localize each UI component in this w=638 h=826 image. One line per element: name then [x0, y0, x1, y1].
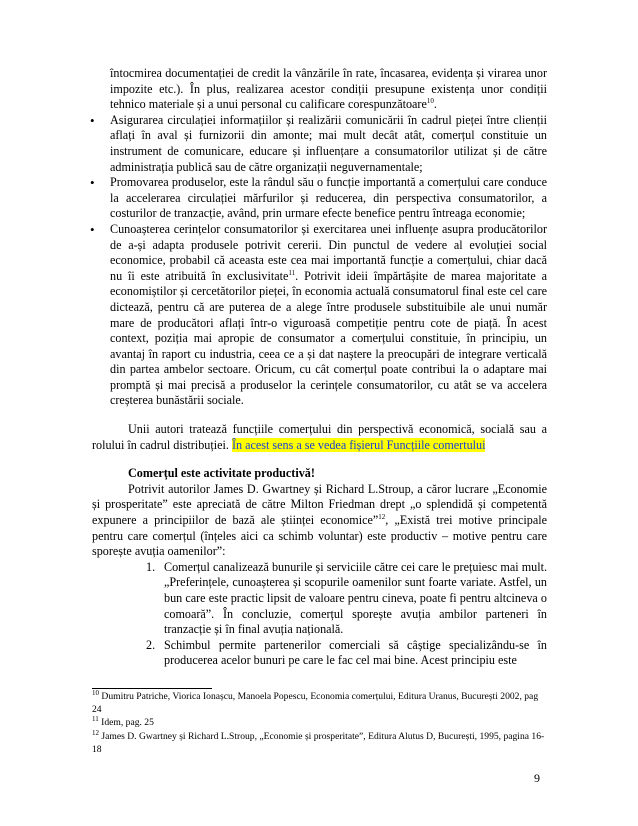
footnote-ref-12: 12	[378, 512, 386, 521]
footnote-11: $^{11}$ Idem, pag. 25	[92, 715, 154, 729]
bullet-item-1: • Asigurarea circulației informațiilor și realizării comunicării în cadrul pieței între clienții aflați în aval și furnizorii din amonte; mai mult decât atât, comerțul constituie un instrument de comunicare, educare și influențare a consumatorilor utilizat și de către administrația publică sau de către organizații neguvernamentale;	[90, 112, 547, 174]
bullet-icon: •	[90, 221, 95, 237]
page-number: 9	[534, 771, 540, 785]
footnote-divider	[92, 688, 212, 689]
numbered-item-2: 2. Schimbul permite partenerilor comerciali să câștige specializându-se în producerea acelor bunuri pe care le fac cel mai bine. Acest principiu este	[146, 637, 547, 668]
footnote-ref-11: 11	[288, 268, 296, 277]
bullet-item-2: • Promovarea produselor, este la rândul său o funcție importantă a comerțului care conduce la accelerarea circulației mărfurilor și reducerea, din perspectiva consumatorilor, a costurilor de tranzacție, având, prin urmare efecte benefice pentru întreaga economie;	[90, 175, 547, 221]
bullet-icon: •	[90, 175, 95, 191]
footnote-12: $^{12}$ James D. Gwartney și Richard L.Stroup, „Economie și prosperitate”, Editura Alutus D, București, 1995, pagina 16-18	[92, 728, 545, 755]
footnote-10: $^{10}$ Dumitru Patriche, Viorica Ionașcu, Manoela Popescu, Economia comerțului, Editura Uranus, București 2002, pag 24	[92, 688, 539, 716]
numbered-item-1: 1. Comerțul canalizează bunurile și serviciile către cei care le prețuiesc mai mult. „Preferințele, cunoașterea și scopurile oamenilor sunt foarte variate. Astfel, un bun care este practic lipsit de valoare pentru cineva, poate fi pentru altcineva o comoară”. În concluzie, comerțul sporește avuția ambilor parteneri în tranzacție și în final avuția națională.	[146, 559, 547, 637]
footnotes	[92, 690, 547, 756]
highlighted-file-reference[interactable]: În acest sens a se vedea fișierul Funcțiile comertului	[231, 437, 486, 452]
bullet-item-3: • Cunoașterea cerințelor consumatorilor și exercitarea unei influențe asupra producătorilor de a-și adapta produsele potrivit cererii. Din punctul de vedere al evoluției social economice, probabil că aceasta este cea mai importantă funcție a comerțului, chiar dacă nu îi este atribuită în exclusivitate$^{11}$. Potrivit ideii împărtășite de marea majoritate a economiștilor și cercetătorilor pieței, în economia actuală consumatorul final este cel care dictează, pentru că are puterea de a alege între produsele substituibile ale unui număr mare de producători aflați într-o viguroasă competiție pentru cote de piață. În acest context, poziția mai apropiє de consumator a comerțului constituie, în principiu, un avantaj în raport cu industria, ceea ce a și dat naștere la preocupări de integrare verticală din partea ambelor sectoare. Oricum, cu cât comerțul poate contribui la o adaptare mai promptă și mai precisă a produselor la cerințele consumatorilor, cu atât se va accelera creșterea bunăstării sociale.	[90, 221, 547, 408]
gwartney-paragraph: Potrivit autorilor James D. Gwartney și Richard L.Stroup, a căror lucrare „Economie și prosperitate” este apreciată de către Milton Friedman drept „o splendidă și competentă expunere a principiilor de bază ale științei economice”$^{12}$, „Există trei motive principale pentru care comerțul (înțeles aici ca schimb voluntar) este productiv – motive pentru care sporește avuția oamenilor”:	[92, 481, 547, 559]
authors-paragraph: Unii autori tratează funcțiile comerțului din perspectivă economică, socială sau a rolului în cadrul distribuției. În acest sens a se vedea fișierul Funcțiile comertului	[92, 422, 547, 452]
bullet-icon: •	[90, 112, 95, 128]
body-text	[92, 66, 547, 669]
footnote-ref-10: 10	[426, 97, 434, 106]
continuation-paragraph: întocmirea documentației de credit la vânzările în rate, încasarea, evidența și virarea unor impozite etc.). În plus, realizarea acestor condiții presupune existența unor condiții tehnico materiale și a unui personal cu calificare corespunzătoare$^{10}$.	[110, 66, 547, 112]
section-heading: Comerțul este activitate productivă!	[128, 466, 315, 481]
